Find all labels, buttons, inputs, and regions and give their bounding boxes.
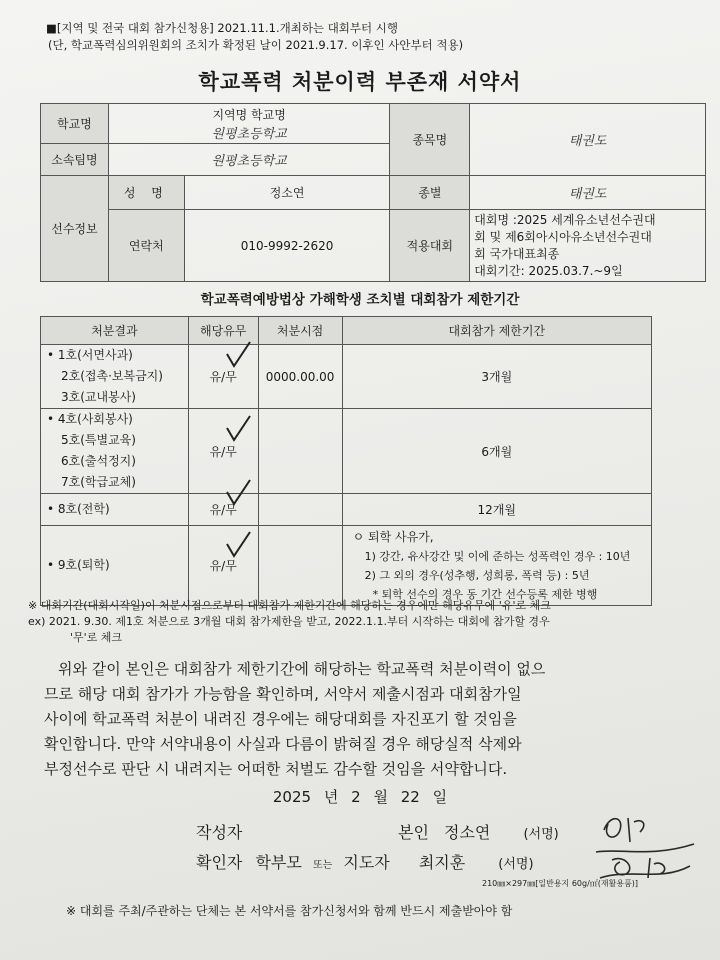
note-line-3: '무'로 체크	[70, 631, 123, 644]
event-label: 적용대회	[390, 210, 470, 282]
footer-note: ※ 대회를 주최/주관하는 단체는 본 서약서를 참가신청서와 함께 반드시 제출받아야 함	[66, 904, 513, 918]
event-period: 대회기간: 2025.03.7.~9일	[474, 263, 623, 278]
coach-label: 지도자	[343, 853, 390, 872]
restriction-table	[40, 316, 652, 606]
check-mark-icon	[224, 530, 254, 560]
check-mark-icon	[224, 478, 254, 508]
date-day: 22	[400, 788, 420, 806]
item: • 9호(퇴학)	[47, 558, 110, 572]
confirmer-line	[196, 850, 534, 873]
notice-line-1: ■[지역 및 전국 대회 참가신청용] 2021.11.1.개최하는 대회부터 시행	[46, 21, 399, 35]
notice-line-2: (단, 학교폭력심의위원회의 조치가 확정된 날이 2021.9.17. 이후인 사안부터 적용)	[48, 38, 464, 52]
pledge-date	[0, 786, 720, 807]
item: • 4호(사회봉사)	[47, 412, 133, 426]
coach-name: 최지훈	[418, 853, 466, 872]
event-cell	[470, 210, 706, 282]
or-label: 또는	[312, 860, 333, 871]
note-line-1: ※ 대회기간(대회시작일)이 처분시점으로부터 대회참가 제한기간에 해당하는 경우에만 해당유무에 '유'로 체크	[28, 599, 551, 612]
applicable-cell: 유/무	[188, 345, 258, 409]
header-applicable: 해당유무	[188, 317, 258, 345]
item: 2호(접촉·보복금지)	[61, 369, 163, 383]
confirm-label: 확인자	[196, 853, 243, 872]
signature-mark: (서명)	[523, 827, 559, 842]
team-label: 소속팀명	[41, 144, 109, 176]
player-info-table	[40, 103, 706, 282]
period-line: 1) 강간, 유사강간 및 이에 준하는 성폭력인 경우 : 10년	[364, 549, 631, 563]
pledge-line: 므로 해당 대회 참가가 가능함을 확인하며, 서약서 제출시점과 대회참가일	[44, 685, 522, 703]
self-name: 정소연	[444, 823, 491, 842]
school-value: 원평초등학교	[211, 126, 287, 142]
header-period: 대회참가 제한기간	[342, 317, 651, 345]
table-row	[41, 345, 652, 409]
applicable-cell: 유/무	[188, 409, 258, 494]
school-cell	[108, 104, 390, 144]
period-line: * 퇴학 선수의 경우 동 기간 선수등록 제한 병행	[372, 587, 598, 601]
event-name-line-1: 대회명 :2025 세계유소년선수권대	[474, 212, 656, 227]
result-cell	[41, 345, 189, 409]
header-date: 처분시점	[258, 317, 342, 345]
event-name-line-2: 회 및 제6회아시아유소년선수권대	[474, 229, 652, 244]
pledge-body	[44, 657, 684, 782]
signature-mark: (서명)	[498, 857, 534, 872]
item: • 8호(전학)	[47, 502, 110, 516]
pledge-line: 확인합니다. 만약 서약내용이 사실과 다름이 밝혀질 경우 해당실적 삭제와	[44, 735, 522, 753]
table-row	[41, 494, 652, 526]
player-info-label: 선수정보	[41, 176, 109, 282]
school-hint: 지역명 학교명	[212, 107, 286, 122]
parent-label: 학부모	[255, 853, 302, 872]
period-cell: 12개월	[342, 494, 651, 526]
pledge-line: 사이에 학교폭력 처분이 내려진 경우에는 해당대회를 자진포기 할 것임을	[44, 710, 517, 728]
date-cell	[258, 494, 342, 526]
item: 3호(교내봉사)	[61, 390, 136, 404]
note-line-2: ex) 2021. 9.30. 제1호 처분으로 3개월 대회 참가제한을 받고, 2022.1.1.부터 시작하는 대회에 참가할 경우	[28, 615, 550, 628]
date-year: 2025	[272, 788, 312, 806]
team-value: 원평초등학교	[108, 144, 390, 176]
paper-size: 210㎜×297㎜[일반용지 60g/㎡(재활용품)]	[482, 879, 639, 888]
period-line: ㅇ 퇴학 사유가,	[352, 529, 434, 544]
pledge-line: 부정선수로 판단 시 내려지는 어떠한 처벌도 감수할 것임을 서약합니다.	[44, 760, 508, 778]
event-name-line-3: 회 국가대표최종	[474, 246, 560, 261]
applicable-cell: 유/무	[188, 526, 258, 606]
header-result: 처분결과	[41, 317, 189, 345]
check-mark-icon	[224, 414, 254, 444]
contact-value: 010-9992-2620	[184, 210, 390, 282]
date-cell: 0000.00.00	[258, 345, 342, 409]
name-value: 정소연	[184, 176, 390, 210]
date-month-unit: 월	[373, 788, 388, 806]
writer-line	[196, 820, 242, 843]
table-row	[41, 409, 652, 494]
self-label: 본인	[398, 823, 429, 842]
result-cell	[41, 526, 189, 606]
item: 7호(학급교체)	[61, 475, 136, 489]
date-month: 2	[351, 788, 361, 806]
restriction-subtitle: 학교폭력예방법상 가해학생 조치별 대회참가 제한기간	[200, 292, 520, 308]
category-value: 태권도	[470, 176, 706, 210]
period-cell	[342, 526, 651, 606]
contact-label: 연락처	[108, 210, 184, 282]
notice	[46, 20, 463, 54]
check-mark-icon	[224, 340, 254, 370]
document-title: 학교폭력 처분이력 부존재 서약서	[198, 70, 522, 94]
applicable-cell: 유/무	[188, 494, 258, 526]
writer-label: 작성자	[196, 823, 243, 842]
result-cell	[41, 409, 189, 494]
item: • 1호(서면사과)	[47, 348, 133, 362]
date-cell	[258, 526, 342, 606]
item: 5호(특별교육)	[61, 433, 136, 447]
item: 6호(출석정지)	[61, 454, 136, 468]
restriction-header-row	[41, 317, 652, 345]
category-label: 종별	[390, 176, 470, 210]
period-line: 2) 그 외의 경우(성추행, 성희롱, 폭력 등) : 5년	[364, 568, 590, 582]
signature-scribble-icon	[590, 808, 700, 886]
date-cell	[258, 409, 342, 494]
result-cell	[41, 494, 189, 526]
school-label: 학교명	[41, 104, 109, 144]
pledge-line: 위와 같이 본인은 대회참가 제한기간에 해당하는 학교폭력 처분이력이 없으	[58, 660, 546, 678]
sport-label: 종목명	[390, 104, 470, 176]
date-day-unit: 일	[432, 788, 448, 806]
table-row	[41, 526, 652, 606]
name-label: 성 명	[108, 176, 184, 210]
period-cell: 3개월	[342, 345, 651, 409]
date-year-unit: 년	[323, 788, 339, 806]
sport-value: 태권도	[470, 104, 706, 176]
period-cell: 6개월	[342, 409, 651, 494]
self-line	[398, 820, 559, 843]
notes	[28, 598, 708, 646]
